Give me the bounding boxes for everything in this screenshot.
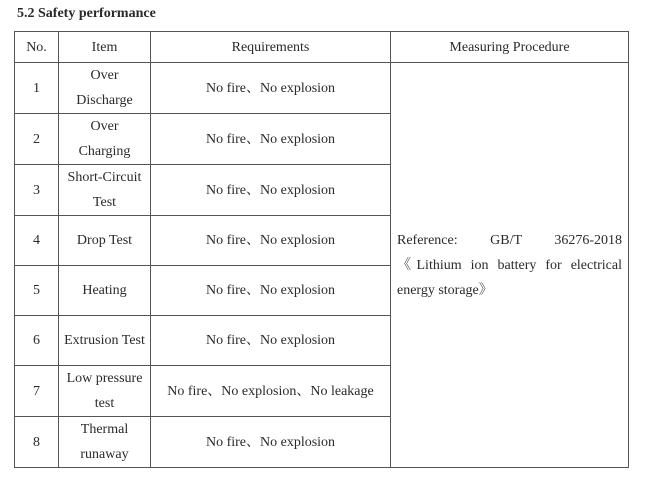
row-item: Low pressure test <box>59 366 151 417</box>
row-requirements: No fire、No explosion <box>151 417 391 468</box>
safety-performance-table <box>14 31 629 468</box>
row-item: Heating <box>59 266 151 316</box>
header-no: No. <box>15 32 59 63</box>
row-number: 8 <box>15 417 59 468</box>
row-requirements: No fire、No explosion <box>151 216 391 266</box>
row-item: Thermal runaway <box>59 417 151 468</box>
row-requirements: No fire、No explosion <box>151 165 391 216</box>
row-requirements: No fire、No explosion <box>151 63 391 114</box>
row-number: 7 <box>15 366 59 417</box>
row-requirements: No fire、No explosion、No leakage <box>151 366 391 417</box>
row-requirements: No fire、No explosion <box>151 266 391 316</box>
row-requirements: No fire、No explosion <box>151 114 391 165</box>
row-item: Over Charging <box>59 114 151 165</box>
row-requirements: No fire、No explosion <box>151 316 391 366</box>
section-heading: 5.2 Safety performance <box>17 6 156 21</box>
row-number: 6 <box>15 316 59 366</box>
header-item: Item <box>59 32 151 63</box>
row-item: Drop Test <box>59 216 151 266</box>
row-number: 3 <box>15 165 59 216</box>
row-item: Short-Circuit Test <box>59 165 151 216</box>
measuring-procedure-cell: Reference: GB/T 36276-2018 《Lithium ion battery for electrical energy storage》 <box>391 63 629 468</box>
table-row <box>15 63 629 114</box>
row-number: 4 <box>15 216 59 266</box>
row-item: Extrusion Test <box>59 316 151 366</box>
row-number: 5 <box>15 266 59 316</box>
table-header-row <box>15 32 629 63</box>
header-requirements: Requirements <box>151 32 391 63</box>
header-measuring-procedure: Measuring Procedure <box>391 32 629 63</box>
row-item: Over Discharge <box>59 63 151 114</box>
row-number: 1 <box>15 63 59 114</box>
row-number: 2 <box>15 114 59 165</box>
